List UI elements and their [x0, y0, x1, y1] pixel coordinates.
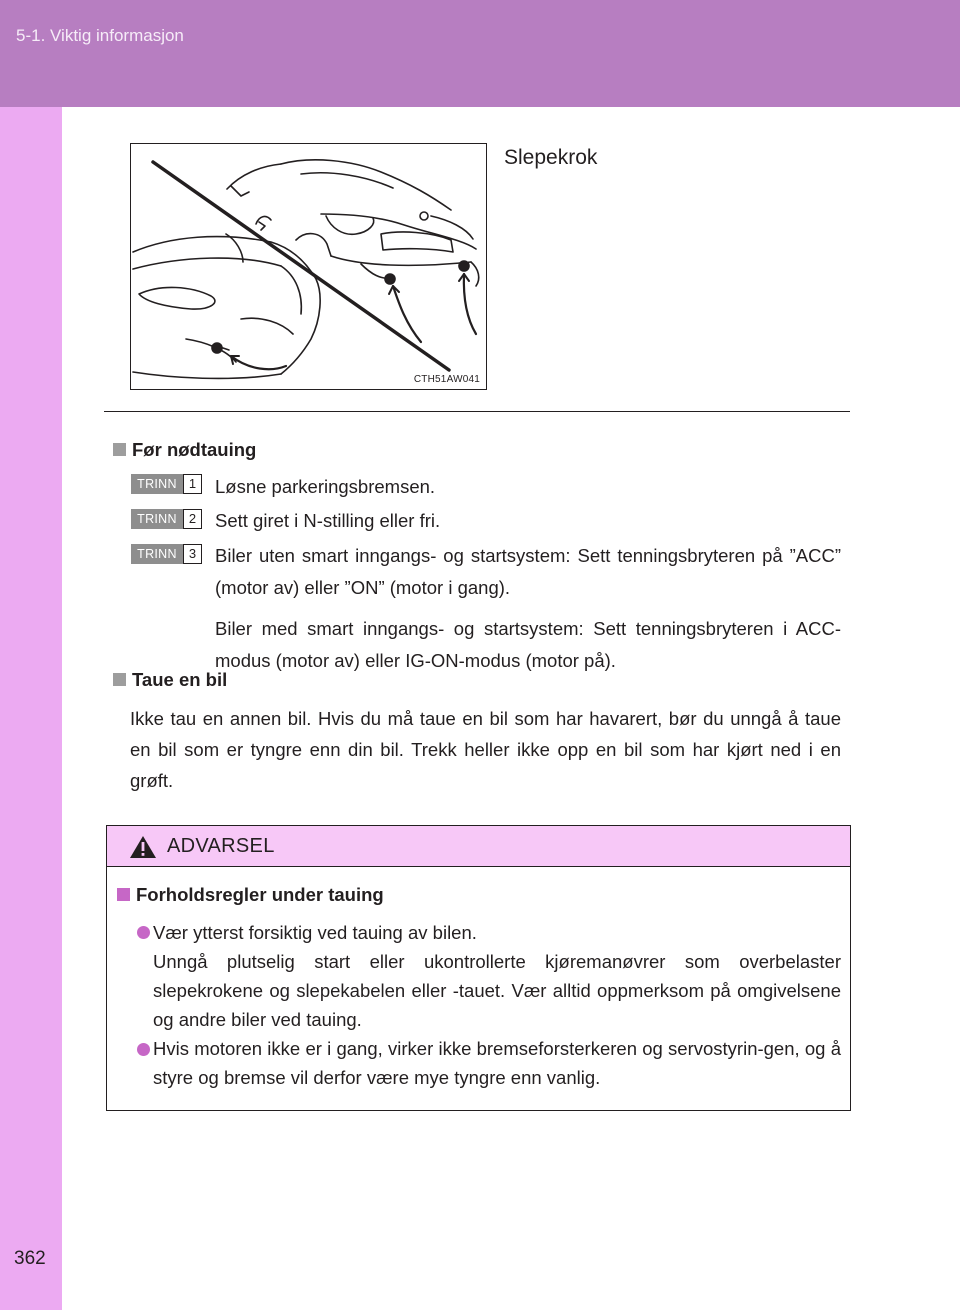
step-badge-number: 1 — [183, 474, 202, 494]
warning-bullet-2-text: Hvis motoren ikke er i gang, virker ikke bremseforsterkeren og servostyrin-gen, og å styre og bremse vil derfor være mye tyngre enn vanlig. — [153, 1038, 841, 1088]
figure-code: CTH51AW041 — [413, 374, 480, 385]
heading-square-icon — [113, 443, 126, 456]
warning-title: ADVARSEL — [167, 835, 275, 857]
warning-triangle-icon — [129, 835, 157, 859]
step-1-text: Løsne parkeringsbremsen. — [215, 476, 436, 497]
bullet-icon — [137, 926, 150, 939]
step-badge-number: 2 — [183, 509, 202, 529]
warning-heading-text: Forholdsregler under tauing — [136, 884, 384, 905]
heading-before-towing — [113, 439, 256, 461]
warning-heading — [117, 884, 384, 906]
callout-label: Slepekrok — [504, 146, 598, 169]
tow-body-text: Ikke tau en annen bil. Hvis du må taue en bil som har havarert, bør du unngå å taue en bil som er tyngre enn din bil. Trekk heller ikke opp en bil som har kjørt ned i en grøft. — [130, 708, 841, 791]
step-badge-2 — [131, 509, 202, 529]
section-divider — [104, 411, 850, 412]
heading-text: Taue en bil — [132, 669, 228, 690]
heading-text: Før nødtauing — [132, 439, 257, 460]
step-badge-1 — [131, 474, 202, 494]
heading-square-icon — [117, 888, 130, 901]
heading-tow-car — [113, 669, 227, 691]
page-number: 362 — [14, 1248, 46, 1269]
car-line-drawing — [131, 144, 486, 389]
step-2-text: Sett giret i N-stilling eller fri. — [215, 510, 441, 531]
step-badge-word: TRINN — [131, 544, 183, 564]
warning-box — [106, 825, 851, 1111]
step-3-text: Biler uten smart inngangs- og startsystem: Sett tenningsbryteren på ”ACC” (motor av) eller ”ON” (motor i gang). — [215, 545, 841, 598]
towing-hook-illustration — [130, 143, 487, 390]
step-badge-word: TRINN — [131, 474, 183, 494]
warning-header — [107, 826, 850, 867]
warning-bullet-1-text: Unngå plutselig start eller ukontrollerte kjøremanøvrer som overbelaster slepekrokene og slepekabelen eller -tauet. Vær alltid oppmerksom på omgivelsene og andre biler ved tauing. — [153, 951, 841, 1030]
section-label: 5-1. Viktig informasjon — [16, 26, 184, 45]
heading-square-icon — [113, 673, 126, 686]
side-band — [0, 107, 62, 1310]
header-band — [0, 0, 960, 107]
step-badge-number: 3 — [183, 544, 202, 564]
warning-bullet-1-first-line: Vær ytterst forsiktig ved tauing av bilen. — [153, 922, 477, 943]
step-badge-word: TRINN — [131, 509, 183, 529]
bullet-icon — [137, 1043, 150, 1056]
step-3-extra-text: Biler med smart inngangs- og startsystem: Sett tenningsbryteren i ACC-modus (motor av) eller IG-ON-modus (motor på). — [215, 618, 841, 671]
step-badge-3 — [131, 544, 202, 564]
